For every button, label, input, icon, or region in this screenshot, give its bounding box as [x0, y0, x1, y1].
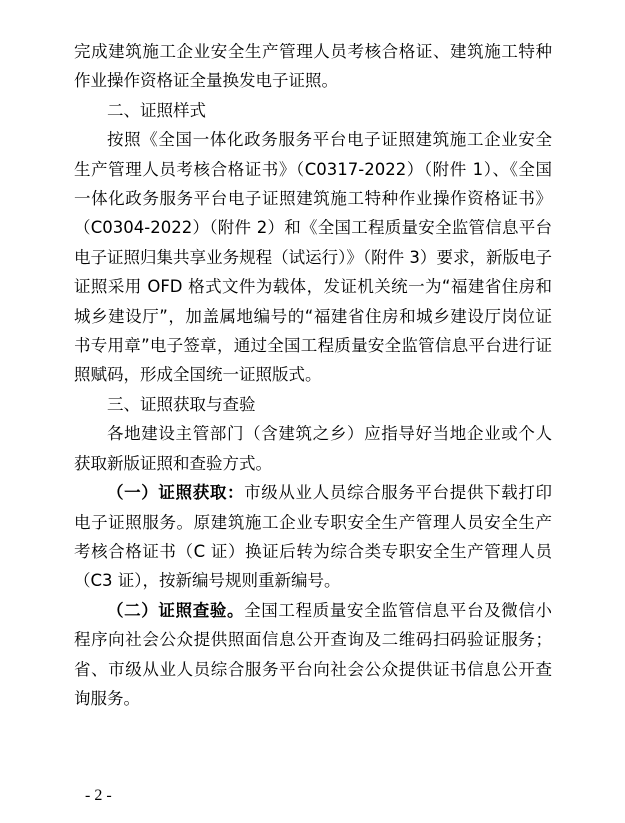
paragraph-license-verification	[74, 596, 552, 714]
paragraph-continuation: 完成建筑施工企业安全生产管理人员考核合格证、建筑施工特种作业操作资格证全量换发电子证照。	[74, 42, 552, 91]
paragraph-guidance: 各地建设主管部门（含建筑之乡）应指导好当地企业或个人获取新版证照和查验方式。	[74, 424, 552, 473]
subheading-verification: （二）证照查验。	[107, 600, 245, 620]
verification-text: 全国工程质量安全监管信息平台及微信小程序向社会公众提供照面信息公开查询及二维码扫码验证服务；省、市级从业人员综合服务平台向社会公众提供证书信息公开查询服务。	[74, 600, 553, 708]
page-number: - 2 -	[85, 787, 112, 804]
document-body	[74, 37, 552, 713]
acquisition-text: 市级从业人员综合服务平台提供下载打印电子证照服务。原建筑施工企业专职安全生产管理人员安全生产考核合格证书（C 证）换证后转为综合类专职安全生产管理人员（C3 证），按新编号规则重新编号。	[74, 483, 553, 591]
paragraph-license-style: 按照《全国一体化政务服务平台电子证照建筑施工企业安全生产管理人员考核合格证书》（C0317-2022）（附件 1）、《全国一体化政务服务平台电子证照建筑施工特种作业操作资格证书》（C0304-2022）（附件 2）和《全国工程质量安全监管信息平台电子证照归集共享业务规程（试运行）》（附件 3）要求，新版电子证照采用 OFD 格式文件为载体，发证机关统一为“福建省住房和城乡建设厅”，加盖属地编号的“福建省住房和城乡建设厅岗位证书专用章”电子签章，通过全国工程质量安全监管信息平台进行证照赋码，形成全国统一证照版式。	[74, 130, 552, 385]
section-heading-2: 二、证照样式	[107, 100, 206, 120]
paragraph-license-acquisition	[74, 478, 552, 596]
subheading-acquisition: （一）证照获取：	[107, 483, 245, 503]
section-heading-3: 三、证照获取与查验	[107, 394, 256, 414]
